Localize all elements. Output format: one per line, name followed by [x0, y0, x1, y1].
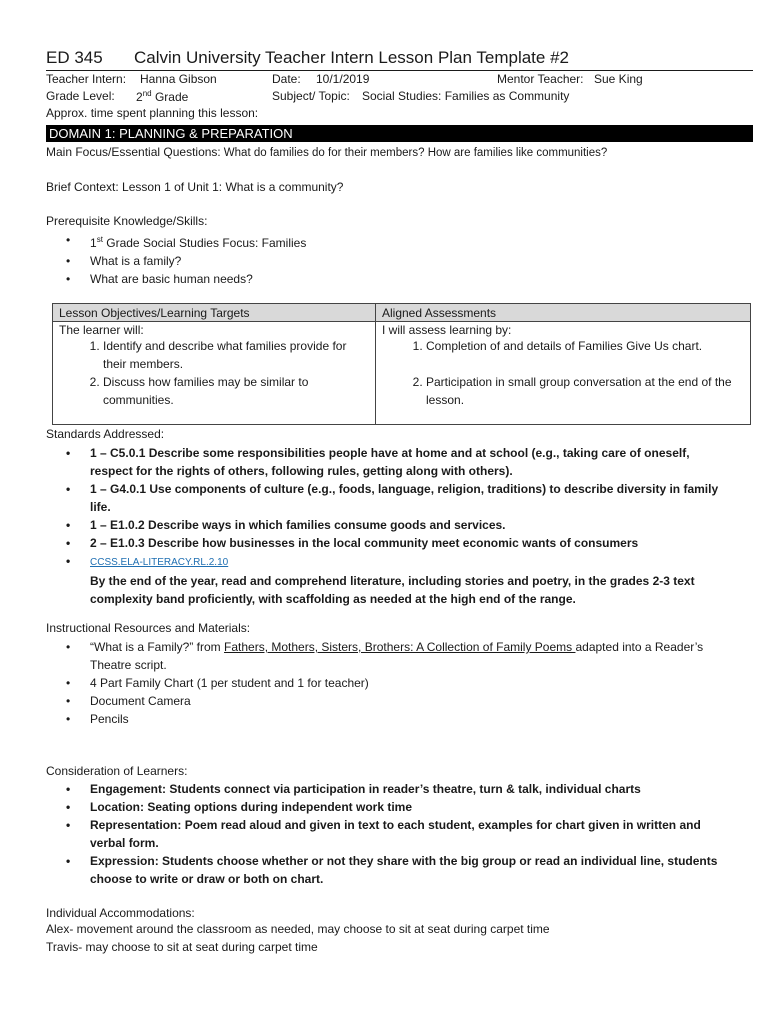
date-label: Date:: [272, 72, 301, 86]
list-item: • 4 Part Family Chart (1 per student and 1 for teacher): [46, 674, 726, 692]
list-item: 1. Completion of and details of Families Give Us chart.: [426, 337, 744, 355]
list-item: 2. Participation in small group conversation at the end of the lesson.: [426, 373, 744, 409]
prereq-grade-number: 1: [90, 236, 97, 250]
learners-heading: Consideration of Learners:: [46, 764, 188, 778]
subject-label: Subject/ Topic:: [272, 89, 350, 103]
learner-term: Representation:: [90, 818, 182, 832]
learner-term: Expression:: [90, 854, 159, 868]
standards-list: [46, 444, 726, 608]
intern-label: Teacher Intern:: [46, 72, 127, 86]
list-item: • 1 – E1.0.2 Describe ways in which families consume goods and services.: [46, 516, 726, 534]
objectives-list: [59, 337, 369, 409]
mentor-label: Mentor Teacher:: [497, 72, 584, 86]
list-item: [46, 852, 726, 888]
accommodation-travis: Travis- may choose to sit at seat during carpet time: [46, 940, 318, 954]
list-item: 1. Identify and describe what families provide for their members.: [103, 337, 369, 373]
list-item: [46, 780, 726, 798]
grade-value: [136, 89, 188, 104]
brief-context: [46, 180, 343, 194]
planning-time-label: Approx. time spent planning this lesson:: [46, 106, 259, 120]
main-focus: [46, 145, 607, 159]
title-text: Calvin University Teacher Intern Lesson Plan Template #2: [134, 48, 569, 67]
accommodations-heading: Individual Accommodations:: [46, 906, 195, 920]
assessments-list: [382, 337, 744, 409]
domain-banner: DOMAIN 1: PLANNING & PREPARATION: [46, 125, 753, 142]
standards-heading: Standards Addressed:: [46, 427, 165, 441]
learner-term: Engagement:: [90, 782, 167, 796]
learners-list: [46, 780, 726, 888]
objectives-cell: [53, 322, 376, 425]
prereq-heading: [46, 214, 207, 228]
assessments-intro: I will assess learning by:: [382, 323, 512, 337]
list-item: • 1 – G4.0.1 Use components of culture (e.g., foods, language, religion, traditions) to describe diversity in family life.: [46, 480, 726, 516]
accommodation-alex: Alex- movement around the classroom as needed, may choose to sit at seat during carpet time: [46, 922, 550, 936]
objectives-header: Lesson Objectives/Learning Targets: [53, 304, 376, 322]
subject-value: Social Studies: Families as Community: [362, 89, 570, 103]
grade-word: Grade: [154, 90, 189, 104]
grade-suffix: nd: [142, 89, 152, 98]
objectives-intro: The learner will:: [59, 323, 144, 337]
mentor-value: Sue King: [594, 72, 643, 86]
list-item: • 1 – C5.0.1 Describe some responsibilities people have at home and at school (e.g., taking care of oneself, respect for the rights of others, following rules, getting along with others).: [46, 444, 726, 480]
learner-text: Seating options during independent work time: [144, 800, 413, 814]
brief-context-value: : Lesson 1 of Unit 1: What is a community?: [115, 180, 344, 194]
grade-label: Grade Level:: [46, 89, 115, 103]
list-item: • What are basic human needs?: [46, 270, 306, 288]
resource-text: “What is a Family?” from: [90, 640, 225, 654]
ccss-text: By the end of the year, read and comprehend literature, including stories and poetry, in the grades 2-3 text complexity band proficiently, with scaffolding as needed at the high end of the range.: [90, 574, 695, 606]
prereq-list: [46, 231, 306, 288]
list-item: [46, 231, 306, 252]
document-title: [46, 48, 569, 68]
date-value: 10/1/2019: [316, 72, 370, 86]
resources-heading: Instructional Resources and Materials:: [46, 621, 251, 635]
learner-text: Poem read aloud and given in text to each student, examples for chart given in written and verbal form.: [90, 818, 701, 850]
brief-context-label: Brief Context: [46, 180, 116, 194]
list-item: • 2 – E1.0.3 Describe how businesses in the local community meet economic wants of consumers: [46, 534, 726, 552]
list-item: [46, 816, 726, 852]
learner-term: Location:: [90, 800, 144, 814]
grade-number: 2: [136, 90, 143, 104]
learner-text: Students choose whether or not they share with the big group or read an individual line, students choose to write or draw or both on chart.: [90, 854, 718, 886]
list-item: • What is a family?: [46, 252, 306, 270]
book-title: Fathers, Mothers, Sisters, Brothers: A Collection of Family Poems: [224, 640, 576, 654]
assessments-header: Aligned Assessments: [376, 304, 751, 322]
resource-text-end: adapted into a Reader’s Theatre script.: [90, 640, 704, 672]
ccss-link[interactable]: CCSS.ELA-LITERACY.RL.2.10: [90, 557, 229, 568]
list-item: [46, 552, 726, 608]
main-focus-value: : What do families do for their members? How are families like communities?: [217, 147, 608, 159]
list-item: [46, 638, 726, 674]
learner-text: Students connect via participation in reader’s theatre, turn & talk, individual charts: [166, 782, 641, 796]
assessments-cell: [376, 322, 751, 425]
resources-list: [46, 638, 726, 728]
prereq-grade-suffix: st: [96, 235, 103, 244]
prereq-grade-text: Grade Social Studies Focus: Families: [102, 236, 307, 250]
title-divider: [46, 70, 753, 71]
intern-value: Hanna Gibson: [140, 72, 217, 86]
prereq-colon: :: [204, 214, 208, 228]
list-item: 2. Discuss how families may be similar to communities.: [103, 373, 369, 409]
main-focus-label: Main Focus/Essential Questions: [46, 145, 218, 159]
list-item: [46, 798, 726, 816]
prereq-label: Prerequisite Knowledge/Skills: [46, 214, 205, 228]
objectives-table: [52, 303, 751, 425]
list-item: • Document Camera: [46, 692, 726, 710]
course-code: ED 345: [46, 48, 103, 67]
list-item: • Pencils: [46, 710, 726, 728]
